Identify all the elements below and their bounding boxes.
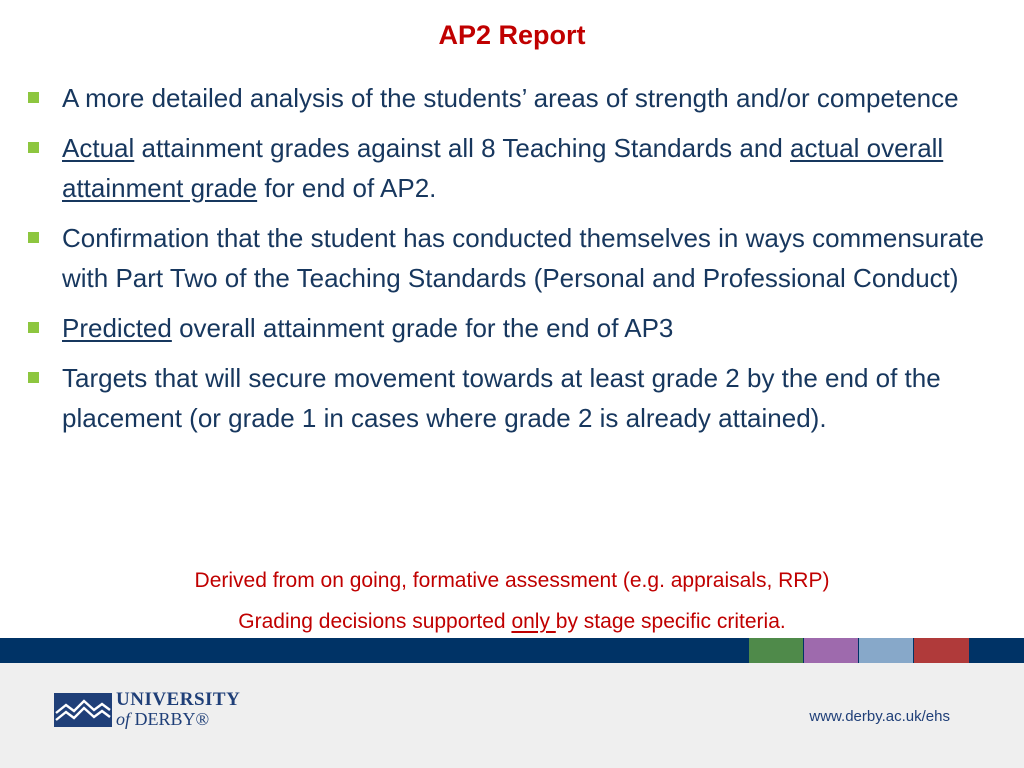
bullet-item	[22, 358, 997, 438]
logo-text-university: UNIVERSITY	[116, 689, 241, 710]
underlined-text: actual overall attainment grade	[62, 133, 944, 203]
bullet-list	[22, 78, 997, 448]
square-bullet-icon	[28, 232, 39, 243]
underlined-text: Predicted	[62, 313, 172, 343]
swatch-red	[914, 638, 969, 663]
footer-url: www.derby.ac.uk/ehs	[809, 708, 950, 725]
square-bullet-icon	[28, 142, 39, 153]
swatch-blue	[859, 638, 913, 663]
swatch-green	[749, 638, 803, 663]
bullet-text: Targets that will secure movement towards at least grade 2 by the end of the placement (or grade 1 in cases where grade 2 is already attained).	[62, 363, 941, 433]
bullet-item	[22, 218, 997, 298]
footer-color-bar	[0, 638, 1024, 663]
note-grading	[0, 610, 1024, 634]
note-derived: Derived from on going, formative assessment (e.g. appraisals, RRP)	[194, 569, 830, 592]
logo-text-derby	[116, 709, 209, 730]
underlined-text: Actual	[62, 133, 135, 163]
note-text: Grading decisions supported	[238, 610, 512, 633]
footer	[0, 663, 1024, 768]
mountain-logo-icon	[54, 693, 112, 727]
bullet-item	[22, 78, 997, 118]
bullet-text: for end of AP2.	[257, 173, 437, 203]
bullet-text: attainment grades against all 8 Teaching Standards and	[134, 133, 791, 163]
logo-text-of: of	[116, 709, 131, 729]
note-text: by stage specific criteria.	[555, 610, 786, 633]
underlined-text: only	[511, 610, 556, 633]
bullet-text: Confirmation that the student has conducted themselves in ways commensurate with Part Two of the Teaching Standards (Personal and Professional Conduct)	[62, 223, 985, 293]
slide-title: AP2 Report	[438, 20, 586, 50]
swatch-purple	[804, 638, 858, 663]
square-bullet-icon	[28, 372, 39, 383]
bullet-item	[22, 128, 997, 208]
university-logo	[54, 689, 241, 733]
square-bullet-icon	[28, 322, 39, 333]
logo-text-derby-name: DERBY®	[130, 709, 210, 729]
bullet-item	[22, 308, 997, 348]
bullet-text: overall attainment grade for the end of AP3	[171, 313, 674, 343]
square-bullet-icon	[28, 92, 39, 103]
bullet-text: A more detailed analysis of the students’ areas of strength and/or competence	[62, 83, 959, 113]
